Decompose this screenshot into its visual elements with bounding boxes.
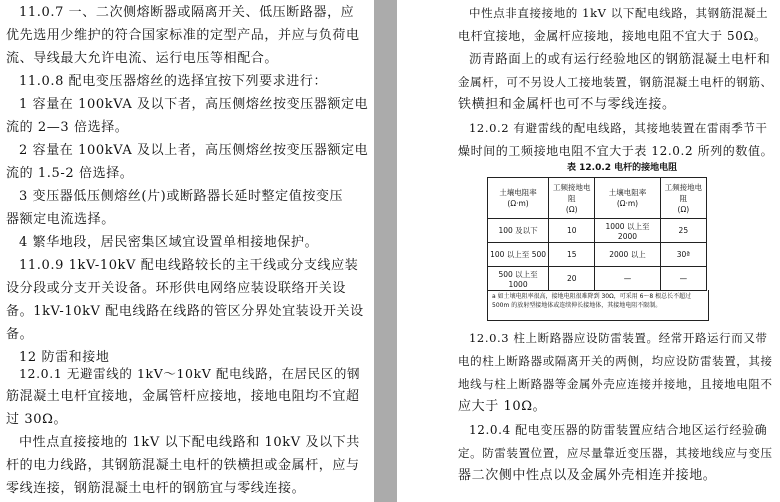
text-line: 电杆宜接地，金属杆应接地，接地电阻不宜大于 50Ω。 (458, 29, 767, 43)
text-line: 金属杆，可不另设人工接地装置，钢筋混凝土电杆的钢筋、 (458, 75, 773, 89)
table-row (488, 219, 707, 243)
table-cell: 30ª (660, 243, 706, 267)
text-line: 12.0.2 有避雷线的配电线路，其接地装置在雷雨季节干 (469, 121, 768, 135)
text-line: 零线连接，钢筋混凝土电杆的钢筋宜与零线连接。 (6, 481, 306, 496)
table-header-cell: 土壤电阻率 (Ω·m) (595, 178, 660, 219)
table-footnote: a 如土壤电阻率很高，接地电阻很难降到 30Ω，可采用 6～8 根总长不超过 500m 的放射型接地体或连续伸长接地体，其接地电阻不限制。 (487, 290, 709, 321)
text-line: 备。1kV-10kV 配电线路在线路的管区分界处宜装设开关设 (6, 304, 364, 319)
table-cell: 1000 以上至 2000 (595, 219, 660, 243)
text-line: 燥时间的工频接地电阻不宜大于表 12.0.2 所列的数值。 (458, 144, 774, 158)
table-cell: 100 以上至 500 (488, 243, 549, 267)
text-line: 铁横担和金属杆也可不与零线连接。 (458, 97, 676, 112)
text-line: 地线与柱上断路器等金属外壳应连接并接地，且接地电阻不 (458, 377, 773, 391)
table-header-cell: 土壤电阻率 (Ω·m) (488, 178, 549, 219)
text-line: 12 防雷和接地 (19, 350, 110, 365)
text-line: 备。 (6, 327, 34, 342)
text-line: 器额定电流选择。 (6, 212, 115, 227)
page-gutter (374, 0, 397, 502)
table-cell: 100 及以下 (488, 219, 549, 243)
text-line: 中性点非直接接地的 1kV 以下配电线路，其钢筋混凝土 (469, 6, 769, 20)
text-line: 流、导线最大允许电流、运行电压等相配合。 (6, 51, 279, 66)
text-line: 2 容量在 100kVA 及以上者，高压侧熔丝按变压器额定电 (19, 143, 369, 158)
table-cell: 500 以上至 1000 (488, 267, 549, 291)
text-line: 沥青路面上的或有运行经验地区的钢筋混凝土电杆和 (469, 51, 771, 66)
text-line: 11.0.9 1kV-10kV 配电线路较长的主干线或分支线应装 (19, 258, 359, 273)
text-line: 应大于 10Ω。 (458, 399, 547, 414)
text-line: 4 繁华地段，居民密集区域宜设置单相接地保护。 (19, 235, 319, 250)
table-cell: — (595, 267, 660, 291)
table-header-cell: 工频接地电阻 (Ω) (549, 178, 595, 219)
text-line: 12.0.1 无避雷线的 1kV～10kV 配电线路，在居民区的钢 (19, 366, 361, 381)
table-cell: 2000 以上 (595, 243, 660, 267)
table-row (488, 243, 707, 267)
text-line: 杆的电力线路，其钢筋混凝土电杆的铁横担或金属杆，应与 (6, 458, 360, 473)
text-line: 中性点直接接地的 1kV 以下配电线路和 10kV 及以下共 (19, 435, 360, 450)
text-line: 器二次侧中性点以及金属外壳相连并接地。 (458, 468, 717, 483)
table-header-cell: 工频接地电阻 (Ω) (660, 178, 706, 219)
text-line: 筋混凝土电杆宜接地，金属管杆应接地，接地电阻均不宜超 (6, 389, 360, 404)
grounding-resistance-table (487, 177, 707, 291)
table-cell: 15 (549, 243, 595, 267)
text-line: 11.0.7 一、二次侧熔断器或隔离开关、低压断路器，应 (19, 5, 355, 20)
text-line: 过 30Ω。 (6, 412, 68, 427)
text-line: 1 容量在 100kVA 及以下者，高压侧熔丝按变压器额定电 (19, 97, 369, 112)
text-line: 定。防雷装置位置，应尽量靠近变压器，其接地线应与变压 (458, 446, 773, 460)
right-page (397, 0, 780, 502)
text-line: 12.0.4 配电变压器的防雷装置应结合地区运行经验确 (469, 423, 768, 437)
text-line: 3 变压器低压侧熔丝(片)或断路器长延时整定值按变压 (19, 189, 344, 204)
text-line: 电的柱上断路器或隔离开关的两侧，均应设防雷装置，其接 (458, 354, 773, 368)
table-cell: 10 (549, 219, 595, 243)
left-page (0, 0, 374, 502)
text-line: 优先选用少维护的符合国家标准的定型产品，并应与负荷电 (6, 28, 360, 43)
text-line: 11.0.8 配电变压器熔丝的选择宜按下列要求进行： (19, 74, 328, 89)
table-header-row (488, 178, 707, 219)
text-line: 流的 1.5-2 倍选择。 (6, 166, 134, 181)
text-line: 设分段或分支开关设备。环形供电网络应装设联络开关设 (6, 281, 347, 296)
table-cell: 20 (549, 267, 595, 291)
text-line: 12.0.3 柱上断路器应设防雷装置。经常开路运行而又带 (469, 331, 768, 345)
table-cell: 25 (660, 219, 706, 243)
text-line: 流的 2—3 倍选择。 (6, 120, 129, 135)
table-cell: — (660, 267, 706, 291)
table-caption: 表 12.0.2 电杆的接地电阻 (567, 163, 678, 173)
table-row (488, 267, 707, 291)
